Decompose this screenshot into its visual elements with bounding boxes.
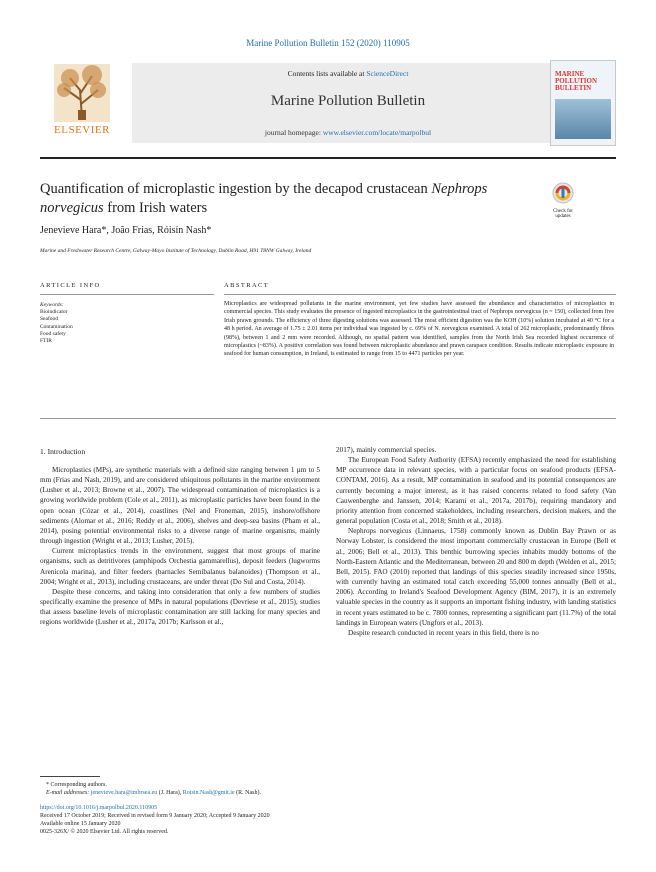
intro-paragraph: 2017), mainly commercial species. — [336, 446, 437, 454]
email-label: E-mail addresses: — [46, 790, 91, 796]
footnote-rule — [40, 776, 100, 777]
email-line — [40, 789, 616, 797]
author-list: Jenevieve Hara*, João Frias, Róisín Nash* — [40, 225, 212, 236]
intro-paragraph: Current microplastics trends in the environment, suggest that most groups of marine organisms, such as detritivores (amphipods Orchestia gammarellus), deposit feeders (lugworms Arenicola marina), and filter feeders (barnacles Semibalanus balanoides) (Thompson et al., 2004; Wright et al., 2013), including crustaceans, are under threat (Do Sul and Costa, 2014). — [40, 547, 320, 586]
contents-prefix: Contents lists available at — [287, 69, 367, 78]
title-species-epithet: norvegicus — [40, 200, 104, 216]
doi-link[interactable]: https://doi.org/10.1016/j.marpolbul.2020.110905 — [40, 805, 158, 811]
journal-banner — [132, 63, 564, 143]
homepage-prefix: journal homepage: — [264, 128, 323, 137]
journal-reference[interactable]: Marine Pollution Bulletin 152 (2020) 110905 — [246, 38, 410, 48]
email-link-hara[interactable]: jenevieve.hara@imbrsea.eu — [90, 790, 158, 796]
affiliation: Marine and Freshwater Research Centre, Galway-Mayo Institute of Technology, Dublin Road, H91 T8NW Galway, Ireland — [40, 248, 312, 254]
crossmark-label-1: Check for — [553, 209, 573, 214]
cover-title: MARINE POLLUTION BULLETIN — [555, 70, 598, 92]
intro-paragraph: Nephrops norvegicus (Linnaeus, 1758) commonly known as Dublin Bay Prawn or as Norway Lobster, is considered the most important commercially crustacean in Europe (Bell et al., 2006; Bell et al., 2013). This benthic burrowing species inhabits muddy bottoms of the North-Eastern Atlantic and the Mediterranean, between 20 and 800 m depth (Welden et al., 2015; Bell, 2015). FAO (2010) reported that landings of this species steadily increased since 1950s, with currently having an estimated total catch exceeding 55,000 tonnes annually (Bell et al., 2006). According to Ireland's Seafood Development Agency (BIM, 2017), it is an extremely valuable species in the country as it supports an important fishing industry, with landing statistics in recent years estimated to be c. 7800 tonnes, representing a significant part (11.7%) of the total landings in European waters (Ungfors et al., 2013). — [336, 527, 616, 627]
journal-masthead — [40, 60, 616, 152]
email-name: (R. Nash). — [234, 790, 261, 796]
email-link-nash[interactable]: Roisin.Nash@gmit.ie — [182, 790, 235, 796]
intro-paragraph: Microplastics (MPs), are synthetic materials with a defined size ranging between 1 µm to 5 mm (Frias and Nash, 2019), and are considered ubiquitous pollutants in the marine environment (Lusher et al., 2013; Browne et al., 2007). The widespread contamination of microplastics is a growing worldwide problem (Cole et al., 2011), as microplastic particles have been found in the open ocean (Cózar et al., 2014), coastlines (Nel and Froneman, 2015), inshore/offshore sediments (Alomar et al., 2016; Reddy et al., 2006), shelves and deep-sea basins (Pham et al., 2014), posing potential environmental risks to a diverse range of marine organisms, mainly through ingestion (Wright et al., 2013; Lusher, 2015). — [40, 466, 320, 546]
keyword: Bioindicator — [40, 309, 68, 316]
keyword: Seafood — [40, 316, 59, 323]
abstract-rule-bottom — [40, 418, 616, 419]
body-column-right — [336, 445, 616, 638]
contents-line — [132, 69, 564, 78]
crossmark-icon — [548, 182, 578, 204]
corresponding-note: * Corresponding authors. — [46, 782, 107, 788]
article-title — [40, 180, 530, 218]
keyword: FTIR — [40, 338, 52, 345]
intro-heading: 1. Introduction — [40, 447, 86, 456]
footnote-block — [40, 781, 616, 836]
copyright: 0025-326X/ © 2020 Elsevier Ltd. All rights reserved. — [40, 829, 169, 835]
keywords-block — [40, 302, 210, 345]
intro-paragraph: Despite these concerns, and taking into consideration that only a few numbers of studies specifically examine the presence of MPs in natural populations (Devriese et al., 2015), studies that assess baseline levels of microplastic contamination are still lacking for many species and regions worldwide (Lusher et al., 2017a, 2017b; Karlsson et al., — [40, 587, 320, 627]
check-for-updates-badge[interactable] — [548, 182, 578, 219]
keyword: Contamination — [40, 323, 73, 330]
keywords-label: Keywords: — [40, 302, 64, 308]
journal-homepage-link[interactable]: www.elsevier.com/locate/marpolbul — [322, 128, 432, 137]
article-info-heading: ARTICLE INFO — [40, 282, 101, 289]
masthead-rule — [40, 157, 616, 159]
keyword: Food safety — [40, 330, 66, 337]
crossmark-label-2: updates — [555, 214, 571, 219]
title-text-end: from Irish waters — [103, 200, 208, 216]
cover-image — [555, 99, 611, 139]
abstract-text: Microplastics are widespread pollutants in the marine environment, yet few studies have assessed the abundance and characteristics of microplastics in commercial species. This study evaluates the presence of ingested microplastics in the gastrointestinal tract of Nephrops norvegicus (n = 150), collected from five Irish prawn grounds. The efficiency of three digesting solutions was assessed. The most efficient digestion was the KOH (10%) solution incubated at 40 °C for a 48 h period. An average of 1.75 ± 2.01 items per individual was ingested by c. 69% of N. norvegicus examined. A total of 262 microplastic, predominantly fibres (98%), between 1 and 2 mm were recorded. Although, no spatial pattern was identified, samples from the North Irish Sea recorded highest occurrence of microplastics (~83%). A positive correlation was found between microplastic abundance and prawn carapace condition. Results indicate microplastic exposure in seafood for human consumption, in Ireland, is estimated to range from 15 to 4471 particles per year. — [224, 301, 614, 358]
journal-title[interactable]: Marine Pollution Bulletin — [270, 93, 426, 109]
available-online: Available online 15 January 2020 — [40, 821, 121, 827]
homepage-line — [132, 128, 564, 137]
received-dates: Received 17 October 2019; Received in revised form 9 January 2020; Accepted 9 January 2020 — [40, 813, 270, 819]
publisher-name: ELSEVIER — [54, 124, 110, 136]
elsevier-logo — [40, 60, 124, 140]
title-text: Quantification of microplastic ingestion by the decapod crustacean — [40, 181, 432, 197]
sciencedirect-link[interactable]: ScienceDirect — [366, 69, 409, 78]
journal-cover-thumbnail[interactable] — [550, 60, 616, 146]
abstract-rule-top — [224, 294, 616, 295]
abstract-heading: ABSTRACT — [224, 282, 270, 289]
article-info-rule — [40, 294, 214, 295]
intro-paragraph: Despite research conducted in recent years in this field, there is no — [348, 628, 539, 637]
body-column-left — [40, 465, 320, 628]
email-name: (J. Hara), — [157, 790, 183, 796]
title-species-genus: Nephrops — [431, 181, 488, 197]
intro-paragraph: The European Food Safety Authority (EFSA) recently emphasized the need for establishing MP occurrence data in relevant species, with a particular focus on seafood products (EFSA-CONTAM, 2016). As a result, MP contamination in seafood and its potential consequences are currently becoming a major interest, as it has raised concerns related to food safety (Van Cauwenberghe and Janssen, 2014; Karami et al., 2017a, 2017b), requiring mandatory and priority attention from concerned stakeholders, including researchers, decision makers, and the general population (Costa et al., 2018; Smith et al., 2018). — [336, 456, 616, 526]
